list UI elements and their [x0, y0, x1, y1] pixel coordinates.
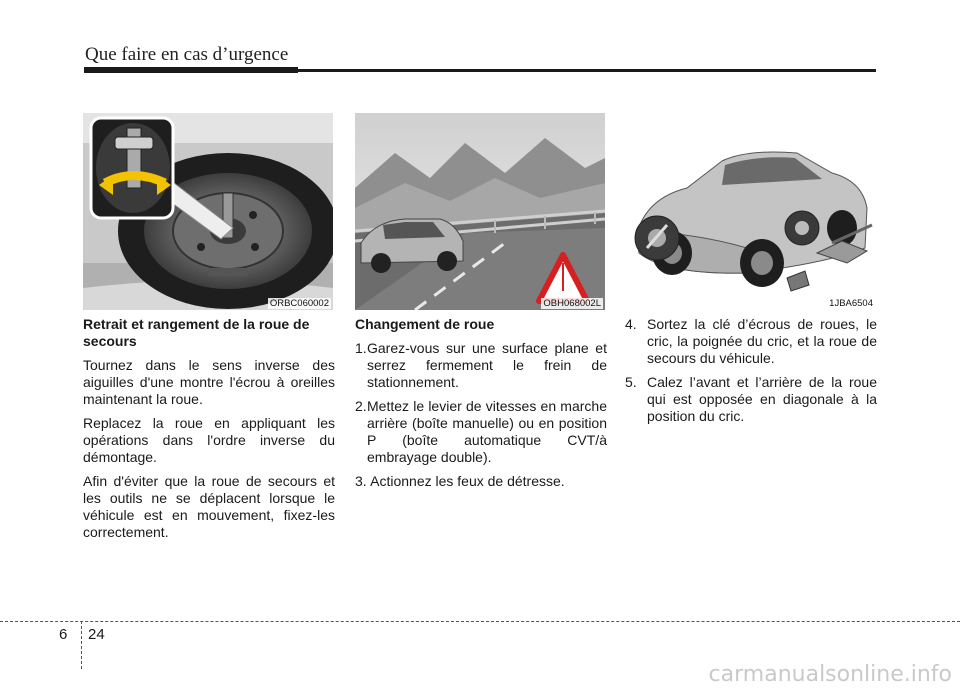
- page-number: 24: [88, 626, 105, 643]
- step-number: 2.: [355, 398, 367, 414]
- paragraph: Tournez dans le sens inverse des aiguilles d'une montre l'écrou à oreilles maintenant la roue.: [83, 357, 335, 407]
- spare-tire-icon: [83, 113, 333, 310]
- header-rule-accent: [84, 67, 298, 73]
- step-item: [355, 398, 607, 466]
- column-spare-wheel: [83, 316, 335, 548]
- step-text: Calez l’avant et l’arrière de la roue qui est opposée en diagonale à la position du cric.: [647, 374, 877, 424]
- section-heading: Changement de roue: [355, 316, 495, 332]
- column-changing-tire: [355, 316, 607, 497]
- step-item: [625, 316, 877, 367]
- step-number: 3.: [355, 473, 367, 489]
- figure-spare-tire: [83, 113, 333, 310]
- step-text: Sortez la clé d’écrous de roues, le cric, la poignée du cric, et la roue de secours du véhicule.: [647, 316, 877, 366]
- column-changing-tire-cont: [625, 316, 877, 432]
- figure-caption: OBH068002L: [543, 298, 601, 309]
- step-item: [355, 340, 607, 391]
- footer-divider: [81, 621, 82, 669]
- section-heading: Retrait et rangement de la roue de secours: [83, 316, 310, 349]
- step-number: 5.: [625, 374, 637, 390]
- figure-hazard-warning: [355, 113, 605, 310]
- figure-caption: 1JBA6504: [829, 298, 873, 309]
- page-section-number: 6: [59, 626, 68, 643]
- paragraph: Afin d'éviter que la roue de secours et les outils ne se déplacent lorsque le véhicule est en mouvement, fixez-les correctement.: [83, 473, 335, 540]
- step-number: 4.: [625, 316, 637, 332]
- step-number: 1.: [355, 340, 367, 356]
- step-text: Actionnez les feux de détresse.: [367, 473, 565, 489]
- footer-rule: [0, 621, 960, 622]
- paragraph: Replacez la roue en appliquant les opérations dans l'ordre inverse du démontage.: [83, 415, 335, 465]
- page-header-title: Que faire en cas d’urgence: [85, 44, 289, 65]
- step-text: Mettez le levier de vitesses en marche arrière (boîte manuelle) ou en position P (boîte automatique CVT/à embrayage double).: [367, 398, 607, 465]
- watermark: carmanualsonline.info: [708, 662, 952, 687]
- figure-car-jack: [627, 113, 877, 310]
- hazard-triangle-icon: [355, 113, 605, 310]
- step-item: [625, 374, 877, 425]
- figure-caption: ORBC060002: [269, 298, 329, 309]
- car-jack-icon: [627, 113, 877, 310]
- step-item: [355, 473, 607, 490]
- step-text: Garez-vous sur une surface plane et serrez fermement le frein de stationnement.: [367, 340, 607, 390]
